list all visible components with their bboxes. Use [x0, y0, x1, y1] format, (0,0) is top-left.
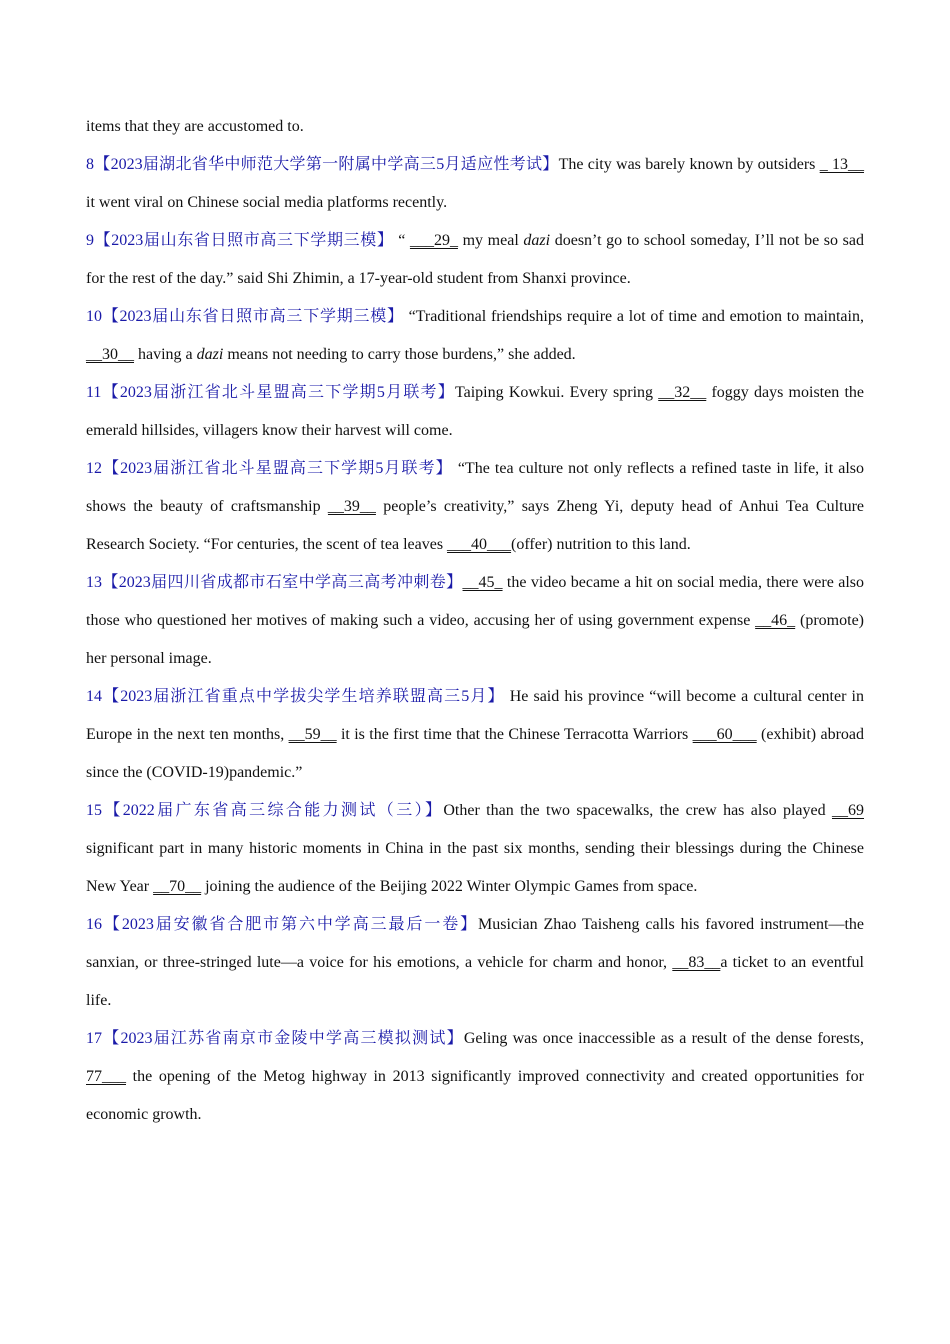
text-segment: Taiping Kowkui. Every spring — [454, 384, 659, 401]
question-source: 9【2023届山东省日照市高三下学期三模】 — [86, 232, 394, 249]
question-source: 15【2022届广东省高三综合能力测试（三）】 — [86, 802, 444, 819]
italic-word: dazi — [523, 232, 551, 249]
italic-word: dazi — [196, 346, 224, 363]
question-14 — [86, 678, 864, 792]
answer-blank: __39__ — [327, 498, 376, 515]
answer-blank: __83__ — [672, 954, 721, 971]
answer-blank: 77___ — [86, 1068, 126, 1085]
text-segment: it is the first time that the Chinese Terracotta Warriors — [336, 726, 693, 743]
question-13 — [86, 564, 864, 678]
answer-blank: __59__ — [288, 726, 337, 743]
answer-blank: __32__ — [658, 384, 707, 401]
text-segment: Musician Zhao Taisheng calls his favored instrument—the sanxian, or three-stringed lute—a voice for his emotions, a vehicle for charm and honor, — [86, 916, 864, 971]
answer-blank: __69 — [832, 802, 864, 819]
text-segment: Geling was once inaccessible as a result of the dense forests, — [463, 1030, 864, 1047]
text-segment: “ — [393, 232, 410, 249]
question-9 — [86, 222, 864, 298]
answer-blank: _ 13__ — [819, 156, 864, 173]
document-body — [86, 108, 864, 1134]
answer-blank: __45_ — [462, 574, 503, 591]
answer-blank: ___29_ — [409, 232, 458, 249]
text-segment: doesn’t go to school someday, I’ll not be so sad for the rest of the day.” said Shi Zhimin, a 17-year-old student from Shanxi province. — [86, 232, 864, 287]
question-source: 16【2023届安徽省合肥市第六中学高三最后一卷】 — [86, 916, 479, 933]
text-segment: joining the audience of the Beijing 2022 Winter Olympic Games from space. — [201, 878, 698, 895]
question-8 — [86, 146, 864, 222]
question-source: 17【2023届江苏省南京市金陵中学高三模拟测试】 — [86, 1030, 464, 1047]
text-segment: “The tea culture not only reflects a refined taste in life, it also shows the beauty of craftsmanship — [86, 460, 864, 515]
paragraph-continuation — [86, 108, 864, 146]
answer-blank: ___60___ — [692, 726, 757, 743]
question-source: 14【2023届浙江省重点中学拔尖学生培养联盟高三5月】 — [86, 688, 505, 705]
question-source: 12【2023届浙江省北斗星盟高三下学期5月联考】 — [86, 460, 453, 477]
answer-blank: __70__ — [153, 878, 202, 895]
text-segment: (exhibit) abroad since the (COVID-19)pandemic.” — [86, 726, 865, 781]
text-segment: the video became a hit on social media, there were also those who questioned her motives of making such a video, accusing her of using government expense — [86, 574, 865, 629]
text-segment: my meal — [457, 232, 524, 249]
question-16 — [86, 906, 864, 1020]
question-15 — [86, 792, 864, 906]
text-segment: “Traditional friendships require a lot of time and emotion to maintain, — [403, 308, 864, 325]
text-segment: means not needing to carry those burdens,” she added. — [223, 346, 576, 363]
text-segment: significant part in many historic moments in China in the past six months, sending their blessings during the Chinese New Year — [86, 840, 864, 895]
text-segment: it went viral on Chinese social media platforms recently. — [86, 194, 448, 211]
text-segment: He said his province “will become a cultural center in Europe in the next ten months, — [86, 688, 864, 743]
text-segment: The city was barely known by outsiders — [558, 156, 820, 173]
text-segment: Other than the two spacewalks, the crew has also played — [443, 802, 832, 819]
text-segment: foggy days moisten the emerald hillsides, villagers know their harvest will come. — [86, 384, 864, 439]
question-12 — [86, 450, 864, 564]
text-segment: the opening of the Metog highway in 2013 significantly improved connectivity and created opportunities for economic growth. — [86, 1068, 864, 1123]
text-segment: a ticket to an eventful life. — [86, 954, 865, 1009]
text-segment: (offer) nutrition to this land. — [511, 536, 691, 553]
text-segment: items that they are accustomed to. — [86, 118, 304, 135]
text-segment: people’s creativity,” says Zheng Yi, deputy head of Anhui Tea Culture Research Society. “For centuries, the scent of tea leaves — [86, 498, 865, 553]
text-segment: (promote) her personal image. — [86, 612, 864, 667]
answer-blank: __30__ — [86, 346, 134, 363]
question-11 — [86, 374, 864, 450]
answer-blank: ___40___ — [447, 536, 512, 553]
question-source: 13【2023届四川省成都市石室中学高三高考冲刺卷】 — [86, 574, 463, 591]
question-source: 10【2023届山东省日照市高三下学期三模】 — [86, 308, 404, 325]
question-17 — [86, 1020, 864, 1134]
question-source: 8【2023届湖北省华中师范大学第一附属中学高三5月适应性考试】 — [86, 156, 559, 173]
text-segment: having a — [134, 346, 197, 363]
answer-blank: __46_ — [755, 612, 796, 629]
question-source: 11【2023届浙江省北斗星盟高三下学期5月联考】 — [86, 384, 455, 401]
question-10 — [86, 298, 864, 374]
